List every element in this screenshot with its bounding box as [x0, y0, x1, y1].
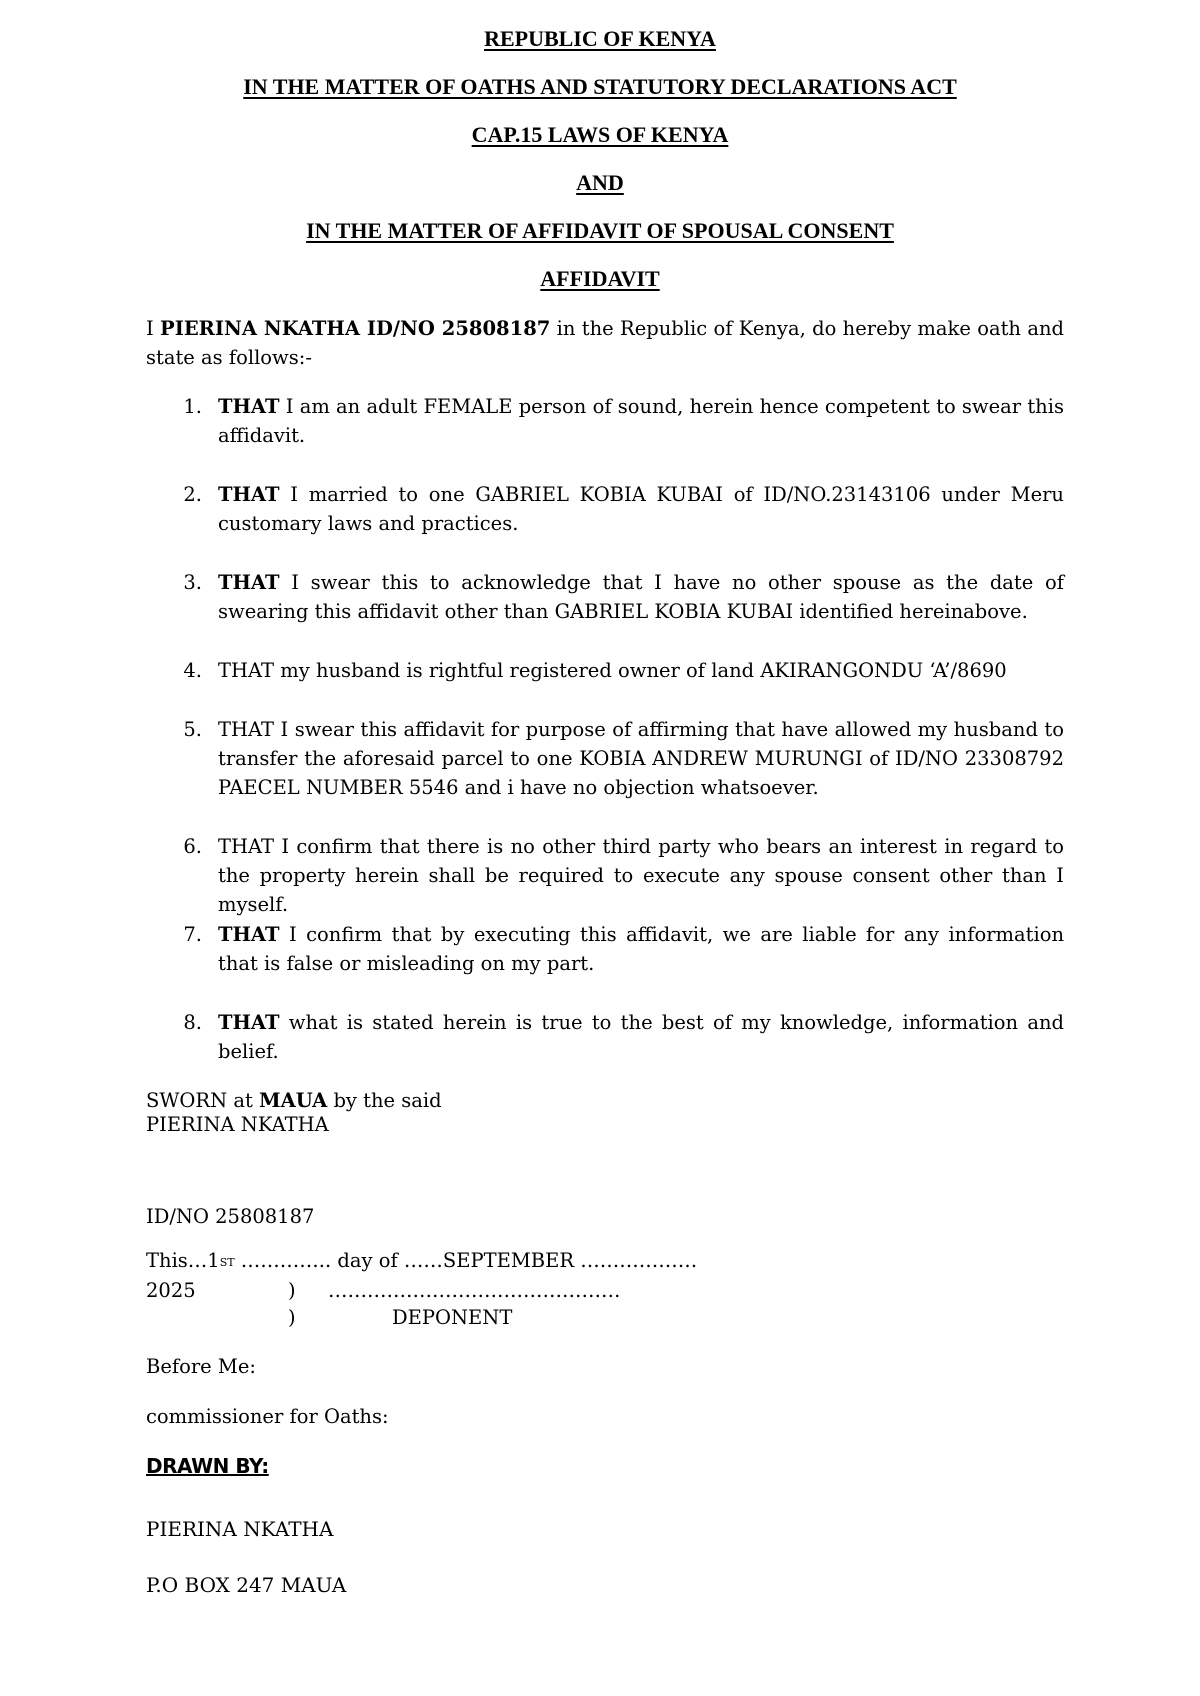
item-lead: THAT — [218, 395, 280, 418]
item-text: I married to one GABRIEL KOBIA KUBAI of ID/NO.23143106 under Meru customary laws and practices. — [218, 483, 1064, 535]
heading-and: AND — [576, 170, 624, 195]
item-number: 5. — [183, 718, 202, 741]
date-year: 2025 — [146, 1279, 196, 1302]
item-text: THAT I confirm that there is no other third party who bears an interest in regard to the property herein shall be required to execute any spouse consent other than I myself. — [218, 835, 1064, 916]
sworn-prefix: SWORN at — [146, 1089, 259, 1112]
list-item — [218, 715, 1064, 802]
item-text: I am an adult FEMALE person of sound, herein hence competent to swear this affidavit. — [218, 395, 1064, 447]
heading-republic: REPUBLIC OF KENYA — [484, 26, 716, 51]
heading-affidavit: AFFIDAVIT — [540, 266, 660, 291]
item-text: THAT my husband is rightful registered owner of land AKIRANGONDU ‘A’/8690 — [218, 659, 1007, 682]
drawer-address: P.O BOX 247 MAUA — [146, 1573, 347, 1597]
date-this: This…1 — [146, 1249, 220, 1272]
commissioner-line: commissioner for Oaths: — [146, 1405, 389, 1428]
item-number: 7. — [183, 923, 202, 946]
before-me: Before Me: — [146, 1355, 256, 1378]
intro-name-id: PIERINA NKATHA ID/NO 25808187 — [160, 317, 551, 340]
deponent-id: ID/NO 25808187 — [146, 1205, 315, 1228]
item-number: 3. — [183, 571, 202, 594]
deponent-paren: ) — [288, 1306, 296, 1329]
item-lead: THAT — [218, 1011, 280, 1034]
sworn-suffix: by the said — [327, 1089, 442, 1112]
list-item — [218, 656, 1064, 685]
item-lead: THAT — [218, 923, 280, 946]
heading-spousal-consent: IN THE MATTER OF AFFIDAVIT OF SPOUSAL CONSENT — [306, 218, 894, 243]
intro-rest: in the Republic of Kenya, do hereby make oath and state as follows:- — [146, 317, 1064, 369]
date-month: ………….. day of ……SEPTEMBER ……………… — [234, 1249, 698, 1272]
deponent-label: DEPONENT — [392, 1306, 513, 1329]
item-text: I swear this to acknowledge that I have no other spouse as the date of swearing this affidavit other than GABRIEL KOBIA KUBAI identified hereinabove. — [218, 571, 1064, 623]
intro-paragraph — [146, 314, 1064, 372]
drawn-by-heading: DRAWN BY: — [146, 1454, 269, 1478]
sworn-place: MAUA — [259, 1089, 328, 1112]
item-number: 4. — [183, 659, 202, 682]
heading-oaths-act: IN THE MATTER OF OATHS AND STATUTORY DECLARATIONS ACT — [243, 74, 957, 99]
item-lead: THAT — [218, 571, 280, 594]
item-text: THAT I swear this affidavit for purpose of affirming that have allowed my husband to transfer the aforesaid parcel to one KOBIA ANDREW MURUNGI of ID/NO 23308792 PAECEL NUMBER 5546 and i have no objection whatsoever. — [218, 718, 1064, 799]
item-number: 2. — [183, 483, 202, 506]
date-line — [146, 1246, 697, 1275]
drawer-name: PIERINA NKATHA — [146, 1517, 334, 1541]
list-item — [218, 480, 1064, 538]
date-ordinal: ST — [219, 1256, 235, 1269]
list-item — [218, 1008, 1064, 1066]
sworn-name: PIERINA NKATHA — [146, 1113, 329, 1136]
heading-cap15: CAP.15 LAWS OF KENYA — [471, 122, 729, 147]
intro-prefix: I — [146, 317, 161, 340]
signature-dots: ……………………………………… — [328, 1279, 621, 1302]
list-item — [218, 392, 1064, 450]
item-number: 8. — [183, 1011, 202, 1034]
list-item — [218, 920, 1064, 978]
signature-paren: ) — [288, 1279, 296, 1302]
item-number: 1. — [183, 395, 202, 418]
item-number: 6. — [183, 835, 202, 858]
item-lead: THAT — [218, 483, 280, 506]
item-text: I confirm that by executing this affidavit, we are liable for any information that is false or misleading on my part. — [218, 923, 1064, 975]
list-item — [218, 568, 1064, 626]
list-item — [218, 832, 1064, 919]
item-text: what is stated herein is true to the best of my knowledge, information and belief. — [218, 1011, 1064, 1063]
